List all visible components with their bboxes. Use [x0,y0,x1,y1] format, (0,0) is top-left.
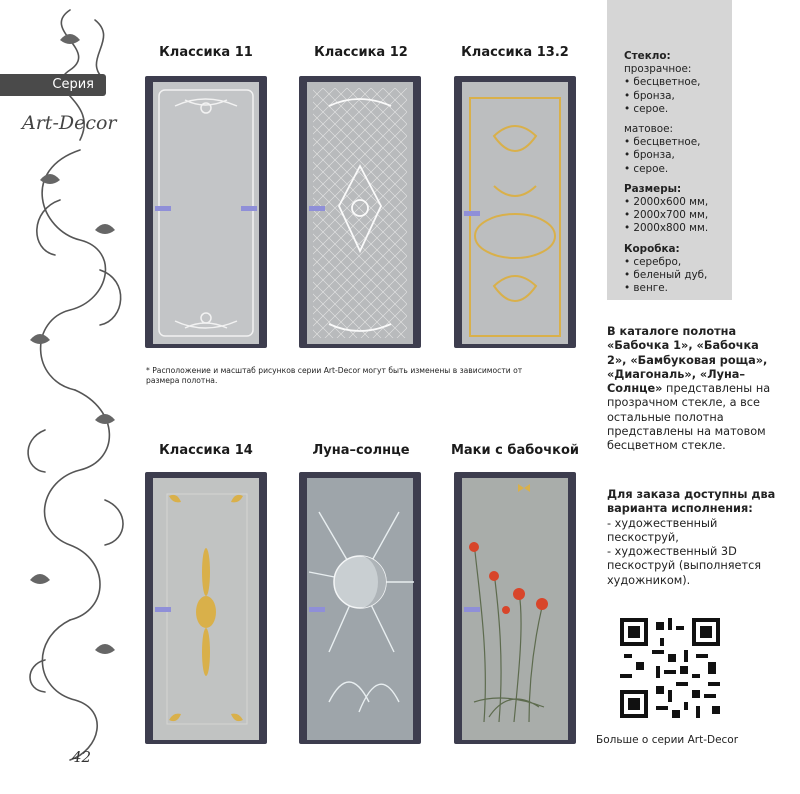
qr-code[interactable] [620,618,720,718]
qr-caption: Больше о серии Art-Decor [596,734,739,746]
specifications [624,50,732,295]
list-item: • бронза, [624,89,675,102]
list-item: • беленый дуб, [624,269,708,282]
door-classic-14 [145,472,267,744]
list-item: • серебро, [624,255,682,268]
door-title-classic-13-2: Классика 13.2 [461,45,569,60]
clear-glass-label: прозрачное: [624,63,692,76]
list-item: • 2000х800 мм. [624,222,709,235]
footnote: * Расположение и масштаб рисунков серии Art-Decor могут быть изменены в зависимости от размера полотна. [146,366,523,385]
series-tab: Серия [0,74,106,96]
sizes-heading: Размеры: [624,182,682,195]
glass-heading: Стекло: [624,50,671,62]
list-item: • 2000х700 мм, [624,209,709,222]
catalog-note-bold: В каталоге полотна «Бабочка 1», «Бабочка 2», «Бамбуковая роща», «Диагональ», «Луна–Солнце» [607,325,768,396]
order-options [607,488,782,588]
list-item: • венге. [624,282,668,295]
door-title-poppies: Маки с бабочкой [450,443,580,458]
door-classic-12 [299,76,421,348]
door-poppies-butterfly [454,472,576,744]
door-moon-sun [299,472,421,744]
door-classic-13-2 [454,76,576,348]
list-item: • бесцветное, [624,136,701,149]
catalog-note-text: представлены на прозрачном стекле, а все остальные полотна представлены на матовом бесцветном стекле. [607,382,771,453]
catalog-note [607,325,782,454]
page-number: 42 [72,748,92,766]
series-name: Art-Decor [22,112,117,134]
door-classic-11 [145,76,267,348]
box-heading: Коробка: [624,242,680,255]
list-item: • серое. [624,162,669,175]
door-title-classic-12: Классика 12 [314,45,408,60]
door-title-classic-14: Классика 14 [159,443,253,458]
list-item: • бесцветное, [624,76,701,89]
matte-glass-label: матовое: [624,123,673,136]
list-item: - художественный 3D пескоструй (выполняется художником). [607,545,762,587]
order-heading: Для заказа доступны два варианта исполнения: [607,488,776,516]
list-item: - художественный пескоструй, [607,516,718,544]
door-title-moon-sun: Луна–солнце [312,443,410,458]
list-item: • серое. [624,102,669,115]
door-title-classic-11: Классика 11 [159,45,253,60]
list-item: • бронза, [624,149,675,162]
list-item: • 2000х600 мм, [624,196,709,209]
